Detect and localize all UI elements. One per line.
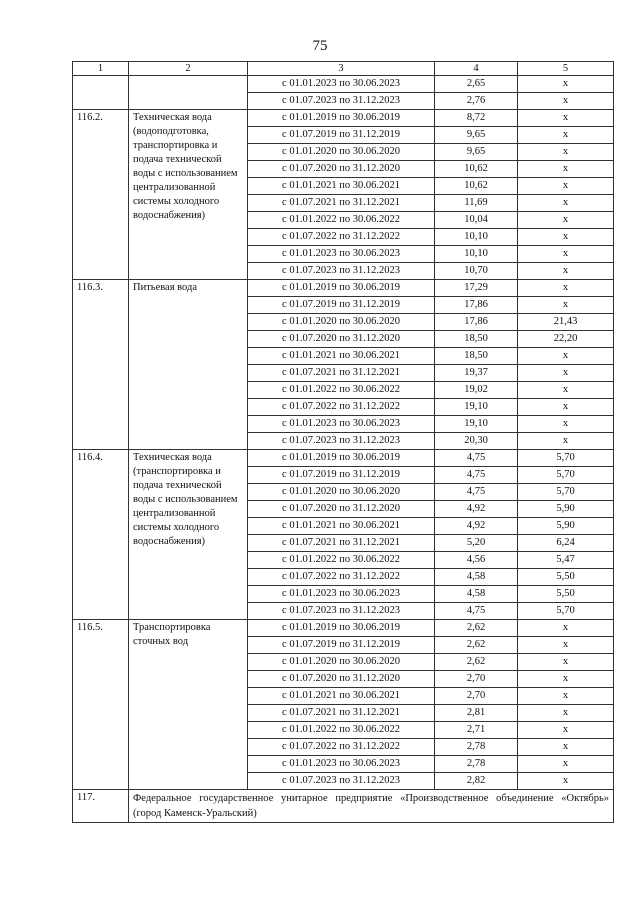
value-cell: 4,75 — [435, 450, 518, 467]
col5-cell: х — [518, 433, 614, 450]
value-cell: 19,02 — [435, 382, 518, 399]
period-cell: с 01.01.2021 по 30.06.2021 — [248, 518, 435, 535]
col5-cell: 5,50 — [518, 586, 614, 603]
col5-cell: х — [518, 161, 614, 178]
group-number-cell — [73, 76, 129, 110]
period-cell: с 01.07.2021 по 31.12.2021 — [248, 705, 435, 722]
period-cell: с 01.01.2019 по 30.06.2019 — [248, 450, 435, 467]
organization-name-cell: Федеральное государственное унитарное предприятие «Производственное объединение «Октябрь» (город Каменск-Уральский) — [129, 790, 614, 823]
col5-cell: 5,50 — [518, 569, 614, 586]
group-name-cell — [129, 76, 248, 110]
period-cell: с 01.01.2022 по 30.06.2022 — [248, 722, 435, 739]
period-cell: с 01.07.2023 по 31.12.2023 — [248, 773, 435, 790]
col5-cell: х — [518, 382, 614, 399]
value-cell: 2,78 — [435, 756, 518, 773]
value-cell: 9,65 — [435, 127, 518, 144]
col5-cell: 21,43 — [518, 314, 614, 331]
period-cell: с 01.01.2023 по 30.06.2023 — [248, 76, 435, 93]
value-cell: 4,58 — [435, 586, 518, 603]
col5-cell: 5,90 — [518, 518, 614, 535]
col5-cell: х — [518, 229, 614, 246]
col5-cell: х — [518, 263, 614, 280]
group-name-cell: Транспортировка сточных вод — [129, 620, 248, 790]
col5-cell: х — [518, 705, 614, 722]
period-cell: с 01.07.2019 по 31.12.2019 — [248, 297, 435, 314]
period-cell: с 01.07.2019 по 31.12.2019 — [248, 637, 435, 654]
value-cell: 2,81 — [435, 705, 518, 722]
period-cell: с 01.07.2021 по 31.12.2021 — [248, 365, 435, 382]
col5-cell: х — [518, 416, 614, 433]
value-cell: 4,56 — [435, 552, 518, 569]
value-cell: 8,72 — [435, 110, 518, 127]
period-cell: с 01.01.2019 по 30.06.2019 — [248, 110, 435, 127]
col5-cell: х — [518, 212, 614, 229]
period-cell: с 01.07.2023 по 31.12.2023 — [248, 263, 435, 280]
period-cell: с 01.07.2023 по 31.12.2023 — [248, 93, 435, 110]
col5-cell: х — [518, 144, 614, 161]
col5-cell: х — [518, 365, 614, 382]
tariff-table — [72, 61, 614, 823]
organization-number-cell: 117. — [73, 790, 129, 823]
period-cell: с 01.01.2023 по 30.06.2023 — [248, 756, 435, 773]
value-cell: 9,65 — [435, 144, 518, 161]
header-row — [73, 62, 614, 76]
value-cell: 17,86 — [435, 297, 518, 314]
col5-cell: х — [518, 773, 614, 790]
col5-cell: 5,70 — [518, 603, 614, 620]
col5-cell: х — [518, 722, 614, 739]
value-cell: 2,78 — [435, 739, 518, 756]
page-number: 75 — [312, 38, 328, 54]
period-cell: с 01.01.2021 по 30.06.2021 — [248, 348, 435, 365]
col5-cell: х — [518, 93, 614, 110]
value-cell: 11,69 — [435, 195, 518, 212]
period-cell: с 01.01.2019 по 30.06.2019 — [248, 280, 435, 297]
col5-cell: 5,70 — [518, 484, 614, 501]
group-name-cell: Питьевая вода — [129, 280, 248, 450]
period-cell: с 01.01.2023 по 30.06.2023 — [248, 246, 435, 263]
col5-cell: х — [518, 195, 614, 212]
col5-cell: х — [518, 654, 614, 671]
value-cell: 2,76 — [435, 93, 518, 110]
period-cell: с 01.07.2020 по 31.12.2020 — [248, 501, 435, 518]
period-cell: с 01.01.2021 по 30.06.2021 — [248, 178, 435, 195]
header-col-2: 2 — [129, 62, 248, 76]
header-col-3: 3 — [248, 62, 435, 76]
value-cell: 19,10 — [435, 416, 518, 433]
value-cell: 4,75 — [435, 467, 518, 484]
value-cell: 10,10 — [435, 246, 518, 263]
col5-cell: х — [518, 688, 614, 705]
table-row — [73, 110, 614, 127]
period-cell: с 01.01.2020 по 30.06.2020 — [248, 314, 435, 331]
value-cell: 18,50 — [435, 348, 518, 365]
value-cell: 10,62 — [435, 178, 518, 195]
value-cell: 2,65 — [435, 76, 518, 93]
period-cell: с 01.07.2021 по 31.12.2021 — [248, 535, 435, 552]
period-cell: с 01.01.2022 по 30.06.2022 — [248, 382, 435, 399]
period-cell: с 01.01.2019 по 30.06.2019 — [248, 620, 435, 637]
period-cell: с 01.01.2023 по 30.06.2023 — [248, 416, 435, 433]
col5-cell: х — [518, 739, 614, 756]
col5-cell: х — [518, 110, 614, 127]
col5-cell: х — [518, 671, 614, 688]
header-col-5: 5 — [518, 62, 614, 76]
value-cell: 2,62 — [435, 654, 518, 671]
value-cell: 4,75 — [435, 484, 518, 501]
table-row — [73, 620, 614, 637]
period-cell: с 01.07.2022 по 31.12.2022 — [248, 569, 435, 586]
value-cell: 10,70 — [435, 263, 518, 280]
col5-cell: х — [518, 280, 614, 297]
col5-cell: х — [518, 620, 614, 637]
period-cell: с 01.07.2023 по 31.12.2023 — [248, 603, 435, 620]
value-cell: 17,86 — [435, 314, 518, 331]
period-cell: с 01.07.2022 по 31.12.2022 — [248, 399, 435, 416]
group-number-cell: 116.3. — [73, 280, 129, 450]
value-cell: 4,75 — [435, 603, 518, 620]
period-cell: с 01.07.2023 по 31.12.2023 — [248, 433, 435, 450]
value-cell: 10,10 — [435, 229, 518, 246]
period-cell: с 01.07.2020 по 31.12.2020 — [248, 161, 435, 178]
value-cell: 10,04 — [435, 212, 518, 229]
table-row — [73, 76, 614, 93]
period-cell: с 01.07.2021 по 31.12.2021 — [248, 195, 435, 212]
header-col-1: 1 — [73, 62, 129, 76]
period-cell: с 01.07.2020 по 31.12.2020 — [248, 671, 435, 688]
value-cell: 2,70 — [435, 688, 518, 705]
period-cell: с 01.01.2020 по 30.06.2020 — [248, 484, 435, 501]
col5-cell: х — [518, 297, 614, 314]
period-cell: с 01.01.2020 по 30.06.2020 — [248, 654, 435, 671]
period-cell: с 01.07.2022 по 31.12.2022 — [248, 739, 435, 756]
value-cell: 10,62 — [435, 161, 518, 178]
col5-cell: х — [518, 127, 614, 144]
organization-row — [73, 790, 614, 823]
period-cell: с 01.01.2023 по 30.06.2023 — [248, 586, 435, 603]
group-number-cell: 116.5. — [73, 620, 129, 790]
value-cell: 2,62 — [435, 637, 518, 654]
col5-cell: 22,20 — [518, 331, 614, 348]
period-cell: с 01.07.2020 по 31.12.2020 — [248, 331, 435, 348]
value-cell: 4,92 — [435, 518, 518, 535]
col5-cell: х — [518, 348, 614, 365]
group-number-cell: 116.2. — [73, 110, 129, 280]
value-cell: 5,20 — [435, 535, 518, 552]
group-name-cell: Техническая вода (водоподготовка, транспортировка и подача технической воды с использованием централизованной системы холодного водоснабжения) — [129, 110, 248, 280]
col5-cell: 5,70 — [518, 450, 614, 467]
col5-cell: 5,90 — [518, 501, 614, 518]
col5-cell: 5,47 — [518, 552, 614, 569]
value-cell: 4,58 — [435, 569, 518, 586]
value-cell: 18,50 — [435, 331, 518, 348]
col5-cell: х — [518, 399, 614, 416]
value-cell: 20,30 — [435, 433, 518, 450]
table-row — [73, 450, 614, 467]
period-cell: с 01.07.2019 по 31.12.2019 — [248, 467, 435, 484]
period-cell: с 01.07.2019 по 31.12.2019 — [248, 127, 435, 144]
col5-cell: 6,24 — [518, 535, 614, 552]
col5-cell: х — [518, 756, 614, 773]
group-name-cell: Техническая вода (транспортировка и подача технической воды с использованием централизованной системы холодного водоснабжения) — [129, 450, 248, 620]
col5-cell: х — [518, 637, 614, 654]
col5-cell: х — [518, 246, 614, 263]
value-cell: 2,82 — [435, 773, 518, 790]
value-cell: 4,92 — [435, 501, 518, 518]
value-cell: 2,71 — [435, 722, 518, 739]
group-number-cell: 116.4. — [73, 450, 129, 620]
value-cell: 2,62 — [435, 620, 518, 637]
col5-cell: 5,70 — [518, 467, 614, 484]
period-cell: с 01.07.2022 по 31.12.2022 — [248, 229, 435, 246]
table-row — [73, 280, 614, 297]
col5-cell: х — [518, 76, 614, 93]
value-cell: 19,37 — [435, 365, 518, 382]
period-cell: с 01.01.2022 по 30.06.2022 — [248, 212, 435, 229]
value-cell: 2,70 — [435, 671, 518, 688]
period-cell: с 01.01.2021 по 30.06.2021 — [248, 688, 435, 705]
value-cell: 17,29 — [435, 280, 518, 297]
period-cell: с 01.01.2022 по 30.06.2022 — [248, 552, 435, 569]
value-cell: 19,10 — [435, 399, 518, 416]
col5-cell: х — [518, 178, 614, 195]
header-col-4: 4 — [435, 62, 518, 76]
period-cell: с 01.01.2020 по 30.06.2020 — [248, 144, 435, 161]
tariff-table-body — [73, 62, 614, 823]
